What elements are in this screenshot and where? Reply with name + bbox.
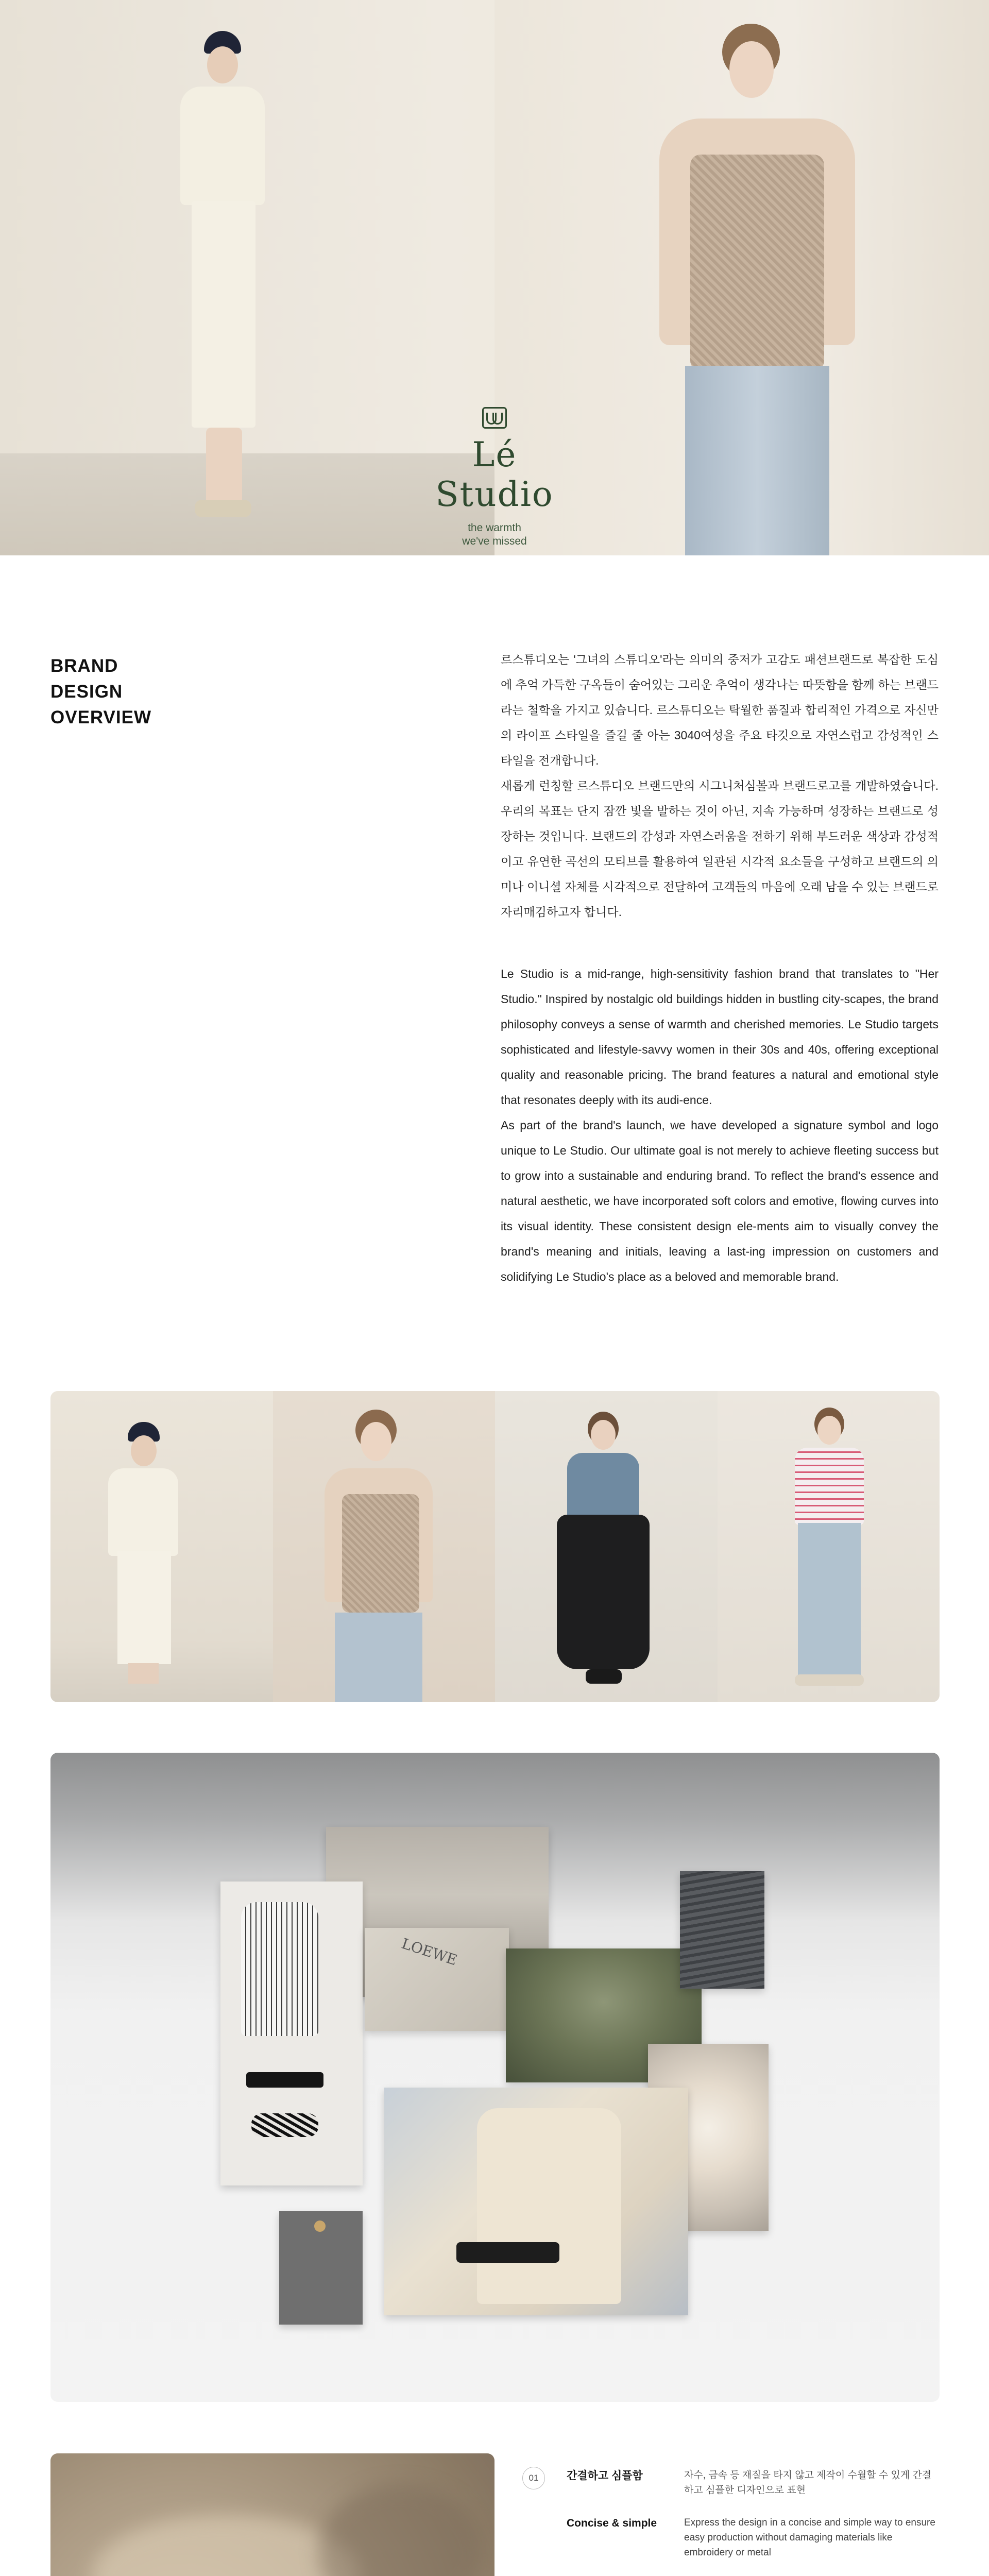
lookbook-gallery (50, 1391, 940, 1702)
hero-logo (412, 407, 577, 548)
model-jeans (685, 366, 829, 555)
gift-box-brand: LOEWE (399, 1935, 459, 1969)
overview-en-paragraph-1: Le Studio is a mid-range, high-sensitivity fashion brand that translates to "Her Studio." Inspired by nostalgic old buildings hidden in bustling city-scapes, the brand philosophy conveys a sense of warmth and cherished memories. Le Studio targets sophisticated and lifestyle-savvy women in their 30s and 40s, offering exceptional quality and reasonable pricing. The brand features a natural and emotional style that resonates deeply with its audi-ence. (501, 967, 939, 1107)
principle-number: 01 (522, 2467, 545, 2489)
moodboard-gift-box (365, 1928, 509, 2031)
moodboard-gray-swatch (279, 2211, 363, 2325)
lookbook-photo-1 (50, 1391, 273, 1702)
lookbook-photo-3 (495, 1391, 718, 1702)
principle-ko-desc: 자수, 금속 등 재질을 타지 않고 제작이 수월할 수 있게 간결하고 심플한 디자인으로 표현 (684, 2470, 932, 2496)
moodboard-sand-photo (680, 1871, 764, 1989)
overview-title-line1: BRAND (50, 656, 118, 676)
principle-en-desc: Express the design in a concise and simple way to ensure easy production without damaging materials like embroidery or metal (684, 2517, 935, 2558)
hero-model-left (170, 26, 273, 531)
model-face (207, 46, 238, 83)
design-principles (520, 2453, 940, 2576)
overview-title-line2: DESIGN (50, 682, 123, 702)
model-face (729, 41, 774, 98)
overview-english-text (501, 961, 939, 1290)
moodboard-jacket-photo (384, 2088, 688, 2315)
model-skirt (192, 201, 255, 428)
overview-ko-paragraph-1: 르스튜디오는 '그녀의 스튜디오'라는 의미의 중저가 고감도 패션브랜드로 복잡한 도심에 추억 가득한 구옥들이 숨어있는 그리운 추억이 생각나는 따뜻함을 함께 하는 브랜드라는 철학을 가지고 있습니다. 르스튜디오는 탁월한 품질과 합리적인 가격으로 자신만의 라이프 스타일을 즐길 줄 아는 3040여성을 주요 타깃으로 자연스럽고 감성적인 스타일을 전개합니다. (501, 653, 939, 767)
model-knit-vest (690, 155, 824, 371)
overview-title-line3: OVERVIEW (50, 707, 152, 727)
tagline-line1: the warmth (468, 522, 521, 534)
hero-model-right (644, 21, 871, 555)
logo-tagline (412, 521, 577, 548)
logo-wordmark: Lé Studio (435, 435, 554, 514)
model-shoes (195, 500, 251, 517)
linen-brand-image (50, 2453, 494, 2576)
moodboard (50, 1753, 940, 2402)
model-top (180, 87, 265, 205)
logo-symbol-icon (482, 407, 507, 429)
overview-title (50, 653, 151, 731)
lookbook-photo-4 (718, 1391, 940, 1702)
principle-item (520, 2453, 940, 2576)
tagline-line2: we've missed (462, 535, 527, 547)
lookbook-photo-2 (273, 1391, 496, 1702)
overview-korean-text (501, 647, 939, 925)
model-legs (206, 428, 242, 505)
principle-ko-title: 간결하고 심플함 (567, 2470, 643, 2482)
overview-en-paragraph-2: As part of the brand's launch, we have developed a signature symbol and logo unique to Le Studio. Our ultimate goal is not merely to achieve fleeting success but to grow into a sustainable and enduring brand. To reflect the brand's essence and natural aesthetic, we have incorporated soft colors and emotive, flowing curves into its visual identity. These consistent design ele-ments aim to visually convey the brand's meaning and initials, leaving a last-ing impression on customers and solidifying Le Studio's place as a beloved and memorable brand. (501, 1118, 939, 1283)
principle-en-title: Concise & simple (567, 2517, 657, 2529)
moodboard-shirt-photo (220, 1882, 363, 2185)
overview-ko-paragraph-2: 새롭게 런칭할 르스튜디오 브랜드만의 시그니처심볼과 브랜드로고를 개발하였습니다. 우리의 목표는 단지 잠깐 빛을 발하는 것이 아닌, 지속 가능하며 성장하는 브랜드로 성장하는 것입니다. 브랜드의 감성과 자연스러움을 전하기 위해 부드러운 색상과 감성적이고 유연한 곡선의 모티브를 활용하여 일관된 시각적 요소들을 구성하고 브랜드의 의미나 이니셜 자체를 시각적으로 전달하여 고객들의 마음에 오래 남을 수 있는 브랜드로 자리매김하고자 합니다. (501, 779, 939, 919)
hero-banner (0, 0, 989, 555)
